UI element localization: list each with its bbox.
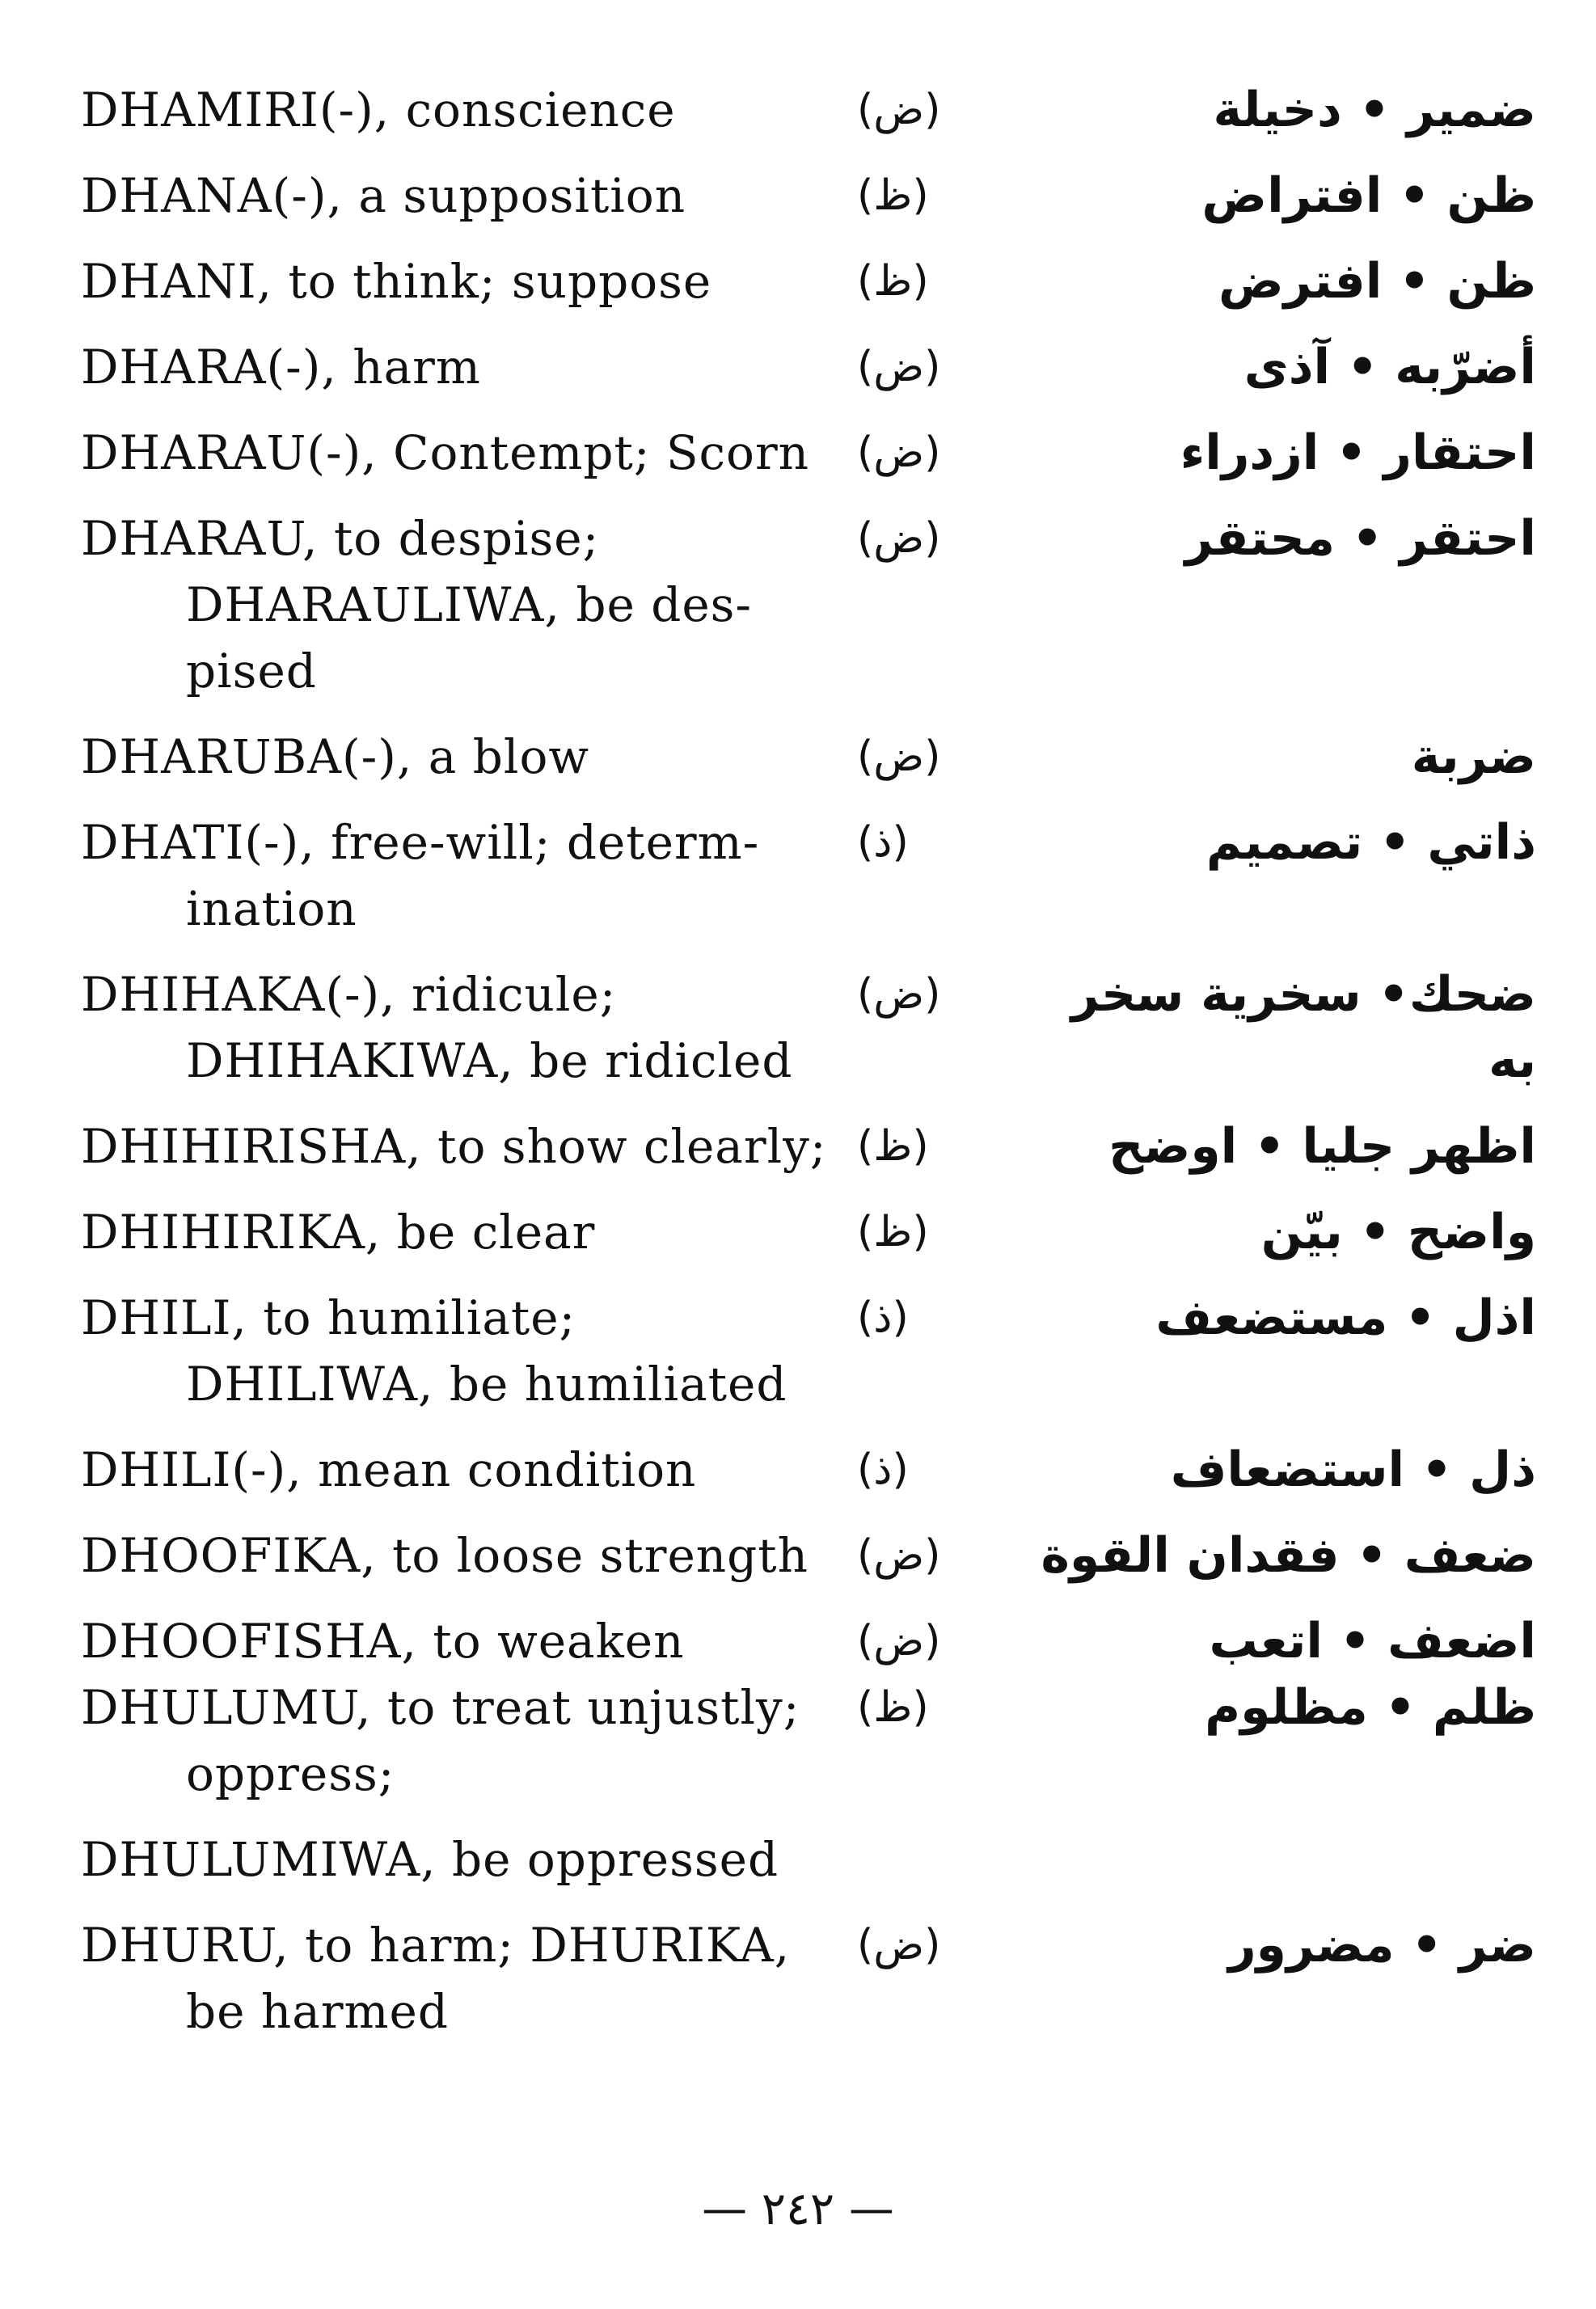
dictionary-entry — [81, 420, 1536, 486]
entry-english — [81, 1674, 841, 1807]
entry-headword-line: DHANA(-), a supposition — [81, 168, 686, 223]
entry-arabic-root: (ظ) — [857, 1122, 929, 1171]
entry-headword-line: DHURU, to harm; DHURIKA, — [81, 1918, 791, 1973]
entry-arabic-translation: ضحك• سخرية سخر به — [1070, 966, 1536, 1089]
dictionary-entry — [81, 163, 1536, 229]
entry-english — [81, 1608, 841, 1674]
entry-english — [81, 724, 841, 790]
entry-english — [81, 77, 841, 143]
entry-arabic-translation: ضر • مضرور — [1228, 1917, 1536, 1973]
entry-arabic-root: (ض) — [857, 343, 941, 391]
entry-english — [81, 1912, 841, 2045]
entry-headword-line: DHARUBA(-), a blow — [81, 729, 590, 784]
entry-headword-line: DHATI(-), free-will; determ- — [81, 815, 760, 870]
dictionary-entry — [81, 809, 1536, 942]
dictionary-entry — [81, 77, 1536, 143]
entry-continuation-line: ination — [186, 881, 357, 936]
entry-arabic-translation: اضعف • اتعب — [1209, 1613, 1536, 1669]
entry-arabic-translation: واضح • بيّن — [1260, 1204, 1536, 1260]
dictionary-entry — [81, 724, 1536, 790]
dictionary-entry — [81, 1522, 1536, 1589]
dictionary-entry — [81, 1285, 1536, 1417]
entry-continuation-line: DHILIWA, be humiliated — [186, 1357, 787, 1412]
entry-arabic-root: (ظ) — [857, 257, 929, 306]
entry-headword-line: DHIHAKA(-), ridicule; — [81, 967, 617, 1022]
entry-arabic-translation: ذاتي • تصميم — [1205, 814, 1536, 871]
entry-arabic-translation: ظن • افترض — [1218, 253, 1536, 310]
entry-english — [81, 961, 841, 1094]
dictionary-entry — [81, 1437, 1536, 1503]
entry-english — [81, 1199, 841, 1265]
entry-headword-line: DHAMIRI(-), conscience — [81, 82, 676, 137]
entry-headword-line: DHILI, to humiliate; — [81, 1290, 576, 1345]
entry-headword-line: DHULUMIWA, be oppressed — [81, 1832, 779, 1887]
entry-arabic-translation: ظلم • مظلوم — [1205, 1679, 1536, 1736]
entry-arabic-root: (ض) — [857, 86, 941, 134]
entry-english — [81, 1285, 841, 1417]
page-number: — ٢٤٢ — — [702, 2183, 894, 2235]
entry-headword-line: DHOOFISHA, to weaken — [81, 1614, 685, 1669]
entry-arabic-translation: ضمير • دخيلة — [1213, 82, 1536, 138]
entry-arabic-translation: ضعف • فقدان القوة — [1041, 1527, 1536, 1584]
entry-english — [81, 1113, 841, 1180]
entry-headword-line: DHARAU(-), Contempt; Scorn — [81, 425, 810, 480]
entry-arabic-root: (ض) — [857, 732, 941, 781]
dictionary-entry — [81, 1674, 1536, 1807]
dictionary-entry — [81, 1113, 1536, 1180]
entry-arabic-translation: اظهر جليا • اوضح — [1108, 1118, 1536, 1175]
entry-arabic-root: (ض) — [857, 970, 941, 1019]
entry-arabic-root: (ض) — [857, 1531, 941, 1580]
entry-english — [81, 1522, 841, 1589]
entry-arabic-root: (ض) — [857, 514, 941, 563]
entry-continuation-line: DHIHAKIWA, be ridicled — [186, 1033, 793, 1088]
entry-english — [81, 163, 841, 229]
entry-headword-line: DHIHIRIKA, be clear — [81, 1205, 596, 1260]
entry-english — [81, 1437, 841, 1503]
entry-arabic-root: (ظ) — [857, 1208, 929, 1256]
entry-arabic-root: (ض) — [857, 428, 941, 477]
entry-english — [81, 1826, 841, 1893]
entry-headword-line: DHARAU, to despise; — [81, 511, 600, 566]
dictionary-entry — [81, 1199, 1536, 1265]
entry-arabic-translation: ذل • استضعاف — [1170, 1442, 1536, 1498]
entry-headword-line: DHULUMU, to treat unjustly; — [81, 1680, 800, 1735]
entry-headword-line: DHILI(-), mean condition — [81, 1442, 697, 1497]
entry-headword-line: DHOOFIKA, to loose strength — [81, 1528, 809, 1583]
entry-english — [81, 505, 841, 704]
entry-arabic-translation: احتقر • محتقر — [1184, 510, 1536, 567]
dictionary-entry — [81, 961, 1536, 1094]
entry-arabic-translation: ظن • افتراض — [1201, 167, 1536, 224]
entry-english — [81, 334, 841, 400]
entry-arabic-translation: أضرّبه • آذى — [1243, 339, 1536, 395]
entry-arabic-root: (ذ) — [857, 818, 909, 867]
entry-arabic-translation: ضربة — [1411, 728, 1536, 785]
entry-arabic-root: (ذ) — [857, 1294, 909, 1342]
dictionary-entry — [81, 334, 1536, 400]
entry-headword-line: DHANI, to think; suppose — [81, 254, 712, 309]
entry-arabic-root: (ظ) — [857, 171, 929, 220]
entry-headword-line: DHARA(-), harm — [81, 340, 481, 395]
entry-headword-line: DHIHIRISHA, to show clearly; — [81, 1119, 827, 1174]
entry-english — [81, 248, 841, 314]
dictionary-entry — [81, 248, 1536, 314]
entry-arabic-root: (ذ) — [857, 1446, 909, 1494]
entry-arabic-translation: اذل • مستضعف — [1155, 1290, 1536, 1346]
entry-arabic-root: (ظ) — [857, 1683, 929, 1732]
entry-english — [81, 809, 841, 942]
dictionary-entry — [81, 1826, 1536, 1893]
entry-arabic-root: (ض) — [857, 1921, 941, 1969]
dictionary-entry — [81, 505, 1536, 704]
entry-continuation-line: be harmed — [186, 1984, 449, 2039]
entry-english — [81, 420, 841, 486]
entry-arabic-translation: احتقار • ازدراء — [1180, 424, 1536, 481]
entry-continuation-line: DHARAULIWA, be des- — [186, 577, 753, 632]
dictionary-entry — [81, 1608, 1536, 1674]
entry-continuation-line: pised — [186, 644, 317, 699]
entry-arabic-root: (ض) — [857, 1617, 941, 1665]
entry-continuation-line: oppress; — [186, 1746, 395, 1801]
dictionary-entry — [81, 1912, 1536, 2045]
dictionary-page — [81, 77, 1536, 2064]
